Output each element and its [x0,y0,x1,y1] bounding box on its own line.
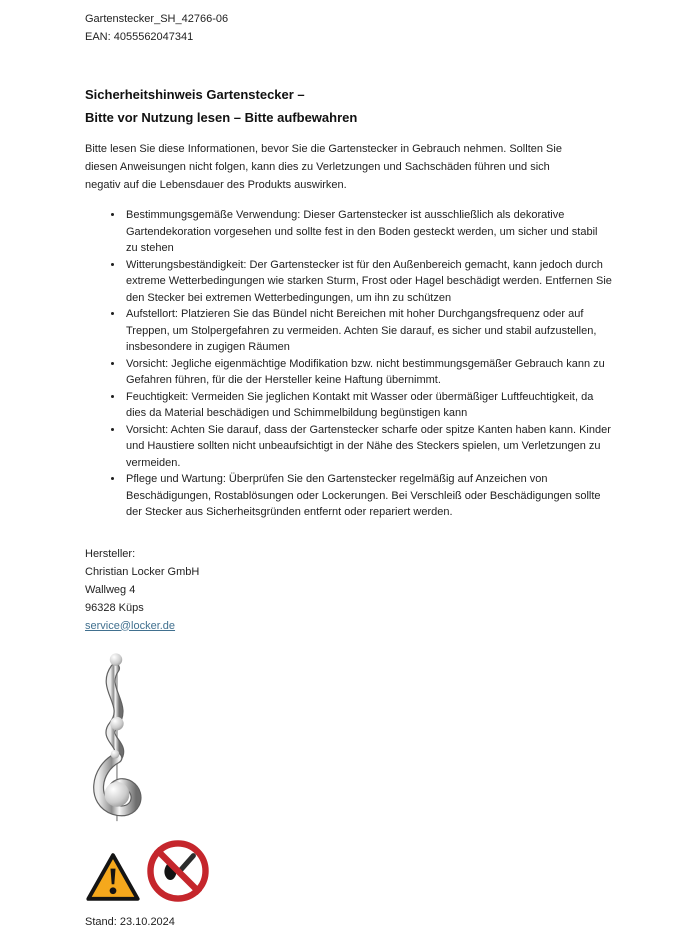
bullet-moisture: • Feuchtigkeit: Vermeiden Sie jeglichen Kontakt mit Wasser oder übermäßiger Luftfeuchtigkeit, da dies da Material beschädigen und Schimmelbildung begünstigen kann [124,389,612,422]
manufacturer-street: Wallweg 4 [85,583,136,596]
title-line-1: Sicherheitshinweis Gartenstecker – [85,87,305,102]
bullet-care-maintenance: • Pflege und Wartung: Überprüfen Sie den Gartenstecker regelmäßig auf Anzeichen von Beschädigungen, Rostablösungen oder Lockerungen. Bei Verschleiß oder Beschädigungen sollte der Stecker aus Sicherheitsgründen entfernt oder repariert werden. [124,471,612,521]
manufacturer-label: Hersteller: [85,547,136,560]
page-title [85,83,612,129]
revision-date: Stand: 23.10.2024 [85,915,175,928]
manufacturer-block [85,545,612,635]
manufacturer-city: 96328 Küps [85,601,144,614]
bullet-placement: • Aufstellort: Platzieren Sie das Bündel nicht Bereichen mit hoher Durchgangsfrequenz oder auf Treppen, um Stolpergefahren zu vermeiden. Achten Sie darauf, es sicher und stabil aufzustellen, insbesondere in zugigen Räumen [124,306,612,356]
manufacturer-name: Christian Locker GmbH [85,565,200,578]
bullet-caution-modification: • Vorsicht: Jegliche eigenmächtige Modifikation bzw. nicht bestimmungsgemäßer Gebrauch kann zu Gefahren führen, für die der Hersteller keine Haftung übernimmt. [124,356,612,389]
ean-code: EAN: 4055562047341 [85,31,194,43]
safety-symbols [85,839,612,903]
bullet-caution-edges: • Vorsicht: Achten Sie darauf, dass der Gartenstecker scharfe oder spitze Kanten haben kann. Kinder und Haustiere sollten nicht unbeaufsichtigt in der Nähe des Steckers spielen, um Verletzungen zu vermeiden. [124,422,612,472]
bullet-weather-resistance: • Witterungsbeständigkeit: Der Gartenstecker ist für den Außenbereich gemacht, kann jedoch durch extreme Wetterbedingungen wie starken Sturm, Frost oder Hagel beschädigt werden. Entfernen Sie den Stecker bei extremen Wetterbedingungen, um ihn zu schützen [124,257,612,307]
document-header [85,10,612,46]
safety-bullet-list [85,207,612,521]
manufacturer-email-link[interactable]: service@locker.de [85,619,176,632]
intro-paragraph: Bitte lesen Sie diese Informationen, bevor Sie die Gartenstecker in Gebrauch nehmen. Sollten Sie diesen Anweisungen nicht folgen, kann dies zu Verletzungen und Sachschäden führen und sich negativ auf die Lebensdauer des Produkts auswirken. [85,143,562,191]
title-line-2: Bitte vor Nutzung lesen – Bitte aufbewahren [85,110,358,125]
doc-id: Gartenstecker_SH_42766-06 [85,13,229,25]
garden-stake-illustration [87,651,145,823]
bullet-intended-use: • Bestimmungsgemäße Verwendung: Dieser Gartenstecker ist ausschließlich als dekorative Gartendekoration vorgesehen und sollte fest in den Boden gesteckt werden, um sicher und stabil zu stehen [124,207,612,257]
product-image [87,651,145,823]
warning-triangle-icon [85,851,141,903]
no-open-flame-icon [146,839,210,903]
